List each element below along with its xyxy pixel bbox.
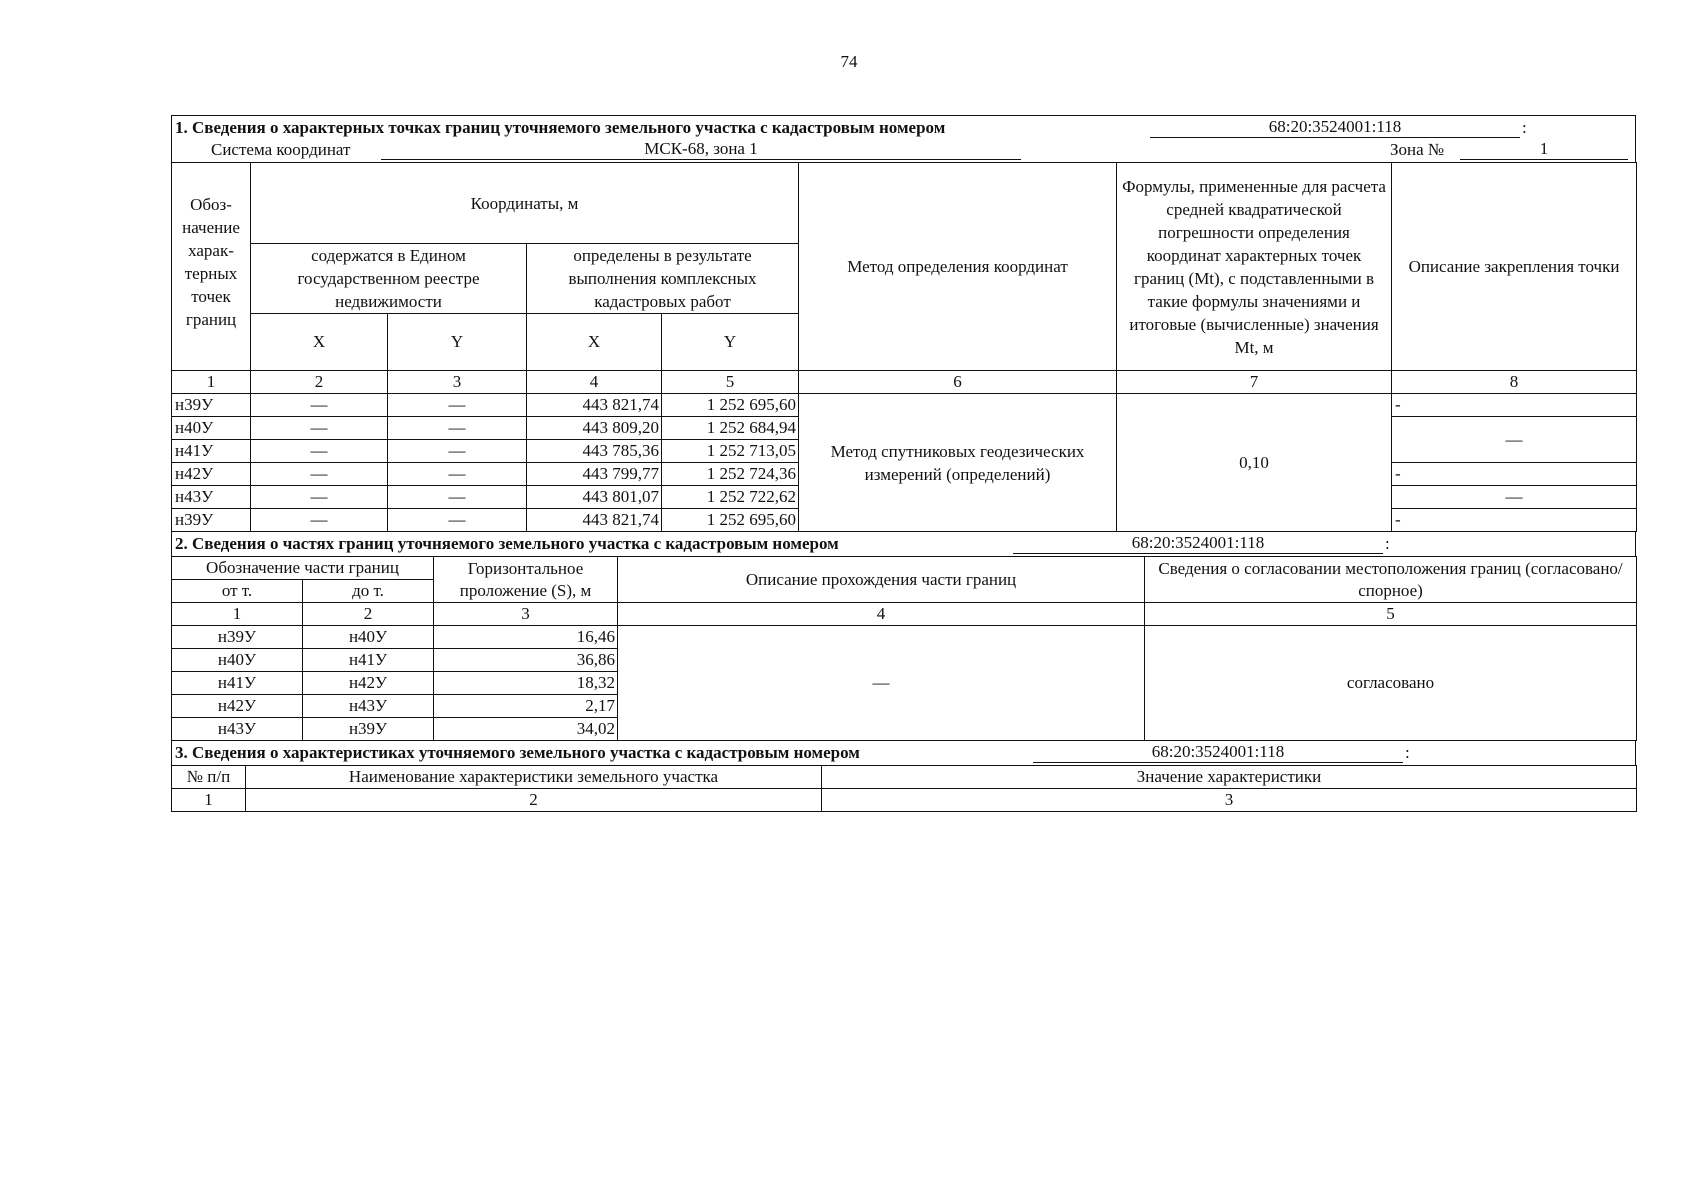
section1-table [171, 162, 1637, 532]
fixing-value: - [1392, 394, 1637, 417]
header-method: Метод определения координат [799, 163, 1117, 371]
egrn-y: — [388, 463, 527, 486]
section2-title: 2. Сведения о частях границ уточняемого земельного участка с кадастровым номером [175, 534, 839, 553]
complex-y: 1 252 695,60 [662, 509, 799, 532]
col-number: 7 [1117, 371, 1392, 394]
part-from: н42У [172, 695, 303, 718]
header-egrn: содержатся в Едином государственном реестре недвижимости [251, 244, 527, 314]
complex-y: 1 252 695,60 [662, 394, 799, 417]
header-from: от т. [172, 580, 303, 603]
egrn-x: — [251, 440, 388, 463]
section3-table [171, 765, 1637, 812]
horizontal-value: 34,02 [434, 718, 618, 741]
table-row [172, 626, 1637, 649]
section2-cadastral-number: 68:20:3524001:118 [1013, 533, 1383, 554]
coord-system-label: Система координат [211, 140, 351, 159]
agreement-value: согласовано [1145, 626, 1637, 741]
header-to: до т. [303, 580, 434, 603]
col-number: 3 [388, 371, 527, 394]
col-number: 2 [303, 603, 434, 626]
col-number: 3 [434, 603, 618, 626]
header-part: Обозначение части границ [172, 557, 434, 580]
part-to: н39У [303, 718, 434, 741]
egrn-y: — [388, 486, 527, 509]
header-agreement: Сведения о согласовании местоположения границ (согласовано/спорное) [1145, 557, 1637, 603]
horizontal-value: 16,46 [434, 626, 618, 649]
section2-colon: : [1385, 534, 1390, 553]
col-number: 4 [527, 371, 662, 394]
section3-title-table [171, 741, 1636, 765]
fixing-value: - [1392, 463, 1637, 486]
header-value: Значение характеристики [822, 766, 1637, 789]
section3-colon: : [1405, 743, 1410, 762]
part-from: н43У [172, 718, 303, 741]
coord-system-value: МСК-68, зона 1 [381, 139, 1021, 160]
header-formulas: Формулы, примененные для расчета средней квадратической погрешности определения координат характерных точек границ (Mt), с подставленными в такие формулы значениями и итоговые (вычисленные) значения Mt, м [1117, 163, 1392, 371]
header-x2: X [527, 314, 662, 371]
header-y2: Y [662, 314, 799, 371]
fixing-value: - [1392, 509, 1637, 532]
col-number: 2 [246, 789, 822, 812]
cadastral-sheet [171, 115, 1636, 812]
egrn-x: — [251, 394, 388, 417]
part-from: н41У [172, 672, 303, 695]
section2-title-table [171, 532, 1636, 556]
description-value: — [618, 626, 1145, 741]
header-horizontal: Горизонтальное проложение (S), м [434, 557, 618, 603]
header-designation: Обоз-начение харак-терных точек границ [172, 163, 251, 371]
mt-value: 0,10 [1117, 394, 1392, 532]
egrn-x: — [251, 509, 388, 532]
complex-x: 443 785,36 [527, 440, 662, 463]
header-no: № п/п [172, 766, 246, 789]
header-x1: X [251, 314, 388, 371]
col-number: 1 [172, 789, 246, 812]
section1-cadastral-number: 68:20:3524001:118 [1150, 117, 1520, 138]
section3-header [172, 741, 1636, 765]
horizontal-value: 36,86 [434, 649, 618, 672]
header-fixing: Описание закрепления точки [1392, 163, 1637, 371]
egrn-x: — [251, 486, 388, 509]
point-name: н40У [172, 417, 251, 440]
col-number: 1 [172, 371, 251, 394]
fixing-value: — [1392, 417, 1637, 463]
section1-header [172, 116, 1636, 163]
part-to: н42У [303, 672, 434, 695]
col-number: 5 [662, 371, 799, 394]
section2-col-numbers [172, 603, 1637, 626]
point-name: н42У [172, 463, 251, 486]
horizontal-value: 18,32 [434, 672, 618, 695]
complex-x: 443 821,74 [527, 509, 662, 532]
egrn-y: — [388, 394, 527, 417]
section1-title-table [171, 115, 1636, 162]
header-complex: определены в результате выполнения комплексных кадастровых работ [527, 244, 799, 314]
header-y1: Y [388, 314, 527, 371]
complex-y: 1 252 724,36 [662, 463, 799, 486]
section2-table [171, 556, 1637, 741]
point-name: н43У [172, 486, 251, 509]
col-number: 2 [251, 371, 388, 394]
egrn-x: — [251, 463, 388, 486]
page-number: 74 [840, 52, 858, 71]
section3-cadastral-number: 68:20:3524001:118 [1033, 742, 1403, 763]
col-number: 8 [1392, 371, 1637, 394]
section1-colon: : [1522, 118, 1527, 137]
col-number: 6 [799, 371, 1117, 394]
egrn-y: — [388, 509, 527, 532]
point-name: н41У [172, 440, 251, 463]
col-number: 5 [1145, 603, 1637, 626]
col-number: 4 [618, 603, 1145, 626]
complex-x: 443 809,20 [527, 417, 662, 440]
complex-x: 443 801,07 [527, 486, 662, 509]
complex-y: 1 252 684,94 [662, 417, 799, 440]
col-number: 3 [822, 789, 1637, 812]
complex-x: 443 821,74 [527, 394, 662, 417]
egrn-y: — [388, 440, 527, 463]
complex-y: 1 252 713,05 [662, 440, 799, 463]
section3-col-numbers [172, 789, 1637, 812]
fixing-value: — [1392, 486, 1637, 509]
egrn-x: — [251, 417, 388, 440]
horizontal-value: 2,17 [434, 695, 618, 718]
method-value: Метод спутниковых геодезических измерений (определений) [799, 394, 1117, 532]
complex-y: 1 252 722,62 [662, 486, 799, 509]
table-row [172, 394, 1637, 417]
col-number: 1 [172, 603, 303, 626]
zone-label: Зона № [1390, 140, 1445, 159]
part-to: н41У [303, 649, 434, 672]
point-name: н39У [172, 394, 251, 417]
part-to: н43У [303, 695, 434, 718]
egrn-y: — [388, 417, 527, 440]
section1-col-numbers [172, 371, 1637, 394]
header-description: Описание прохождения части границ [618, 557, 1145, 603]
part-to: н40У [303, 626, 434, 649]
part-from: н40У [172, 649, 303, 672]
section1-title: 1. Сведения о характерных точках границ уточняемого земельного участка с кадастровым номером [175, 118, 946, 137]
part-from: н39У [172, 626, 303, 649]
header-name: Наименование характеристики земельного участка [246, 766, 822, 789]
header-coords: Координаты, м [251, 163, 799, 244]
section3-title: 3. Сведения о характеристиках уточняемого земельного участка с кадастровым номером [175, 743, 860, 762]
complex-x: 443 799,77 [527, 463, 662, 486]
zone-value: 1 [1460, 139, 1628, 160]
section2-header [172, 532, 1636, 556]
point-name: н39У [172, 509, 251, 532]
